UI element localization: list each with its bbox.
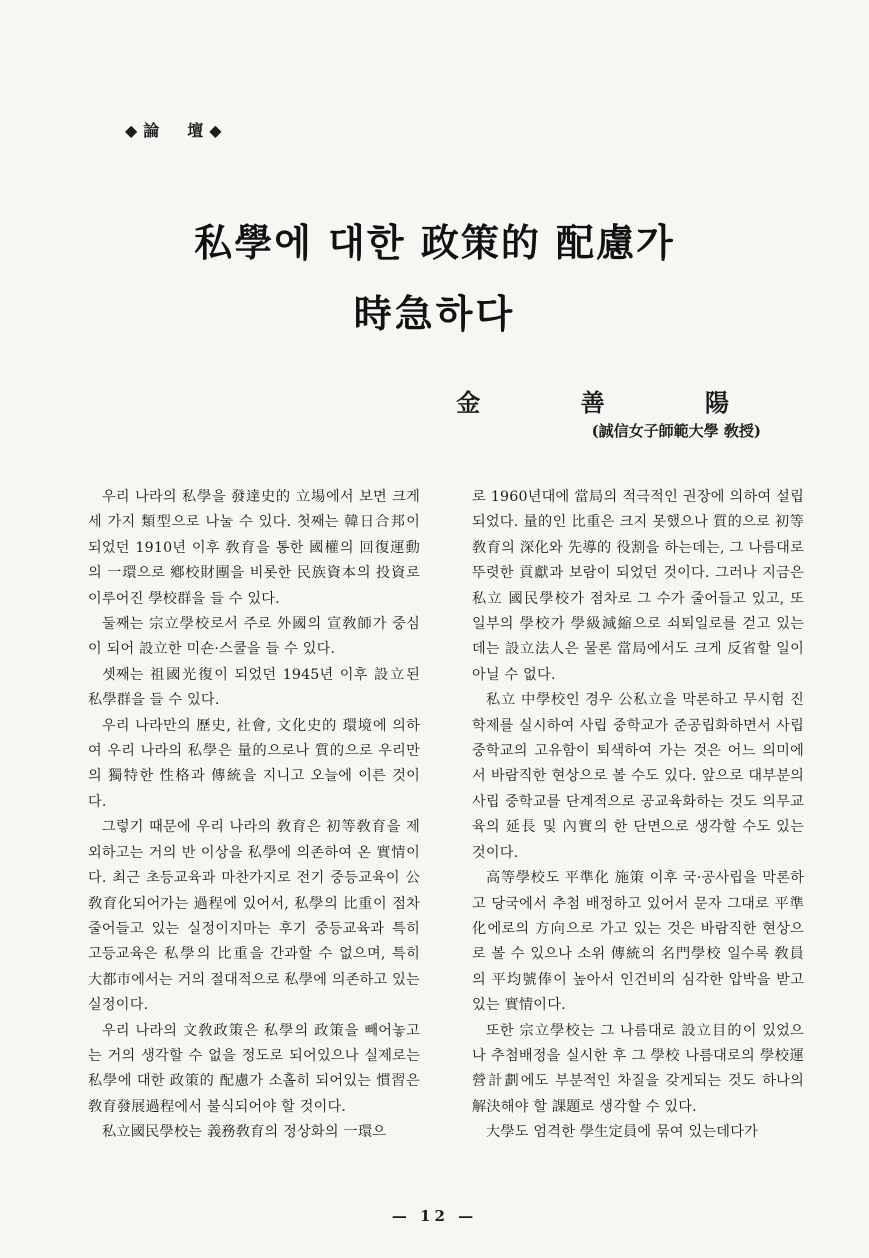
paragraph: 둘째는 宗立學校로서 주로 外國의 宣敎師가 중심이 되어 設立한 미숀·스쿨을 들 수 있다. [88, 616, 420, 658]
paragraph: 우리 나라의 文敎政策은 私學의 政策을 빼어놓고는 거의 생각할 수 없을 정도로 되어있으나 실제로는 私學에 대한 政策的 配慮가 소홀히 되어있는 慣習은 敎育發展過程에서 불식되어야 할 것이다. [88, 1022, 420, 1115]
right-column [472, 485, 804, 1146]
paragraph: 우리 나라의 私學을 發達史的 立場에서 보면 크게 세 가지 類型으로 나눌 수 있다. 첫째는 韓日合邦이 되었던 1910년 이후 敎育을 통한 國權의 回復運動의 一環으로 鄕校財團을 비롯한 民族資本의 投資로 이루어진 學校群을 들 수 있다. [88, 489, 420, 607]
paragraph: 大學도 엄격한 學生定員에 묶여 있는데다가 [486, 1124, 759, 1141]
section-tag: ◆論 壇◆ [125, 121, 228, 140]
left-column [88, 485, 420, 1146]
paragraph: 우리 나라만의 歷史, 社會, 文化史的 環境에 의하여 우리 나라의 私學은 量的으로나 質的으로 우리만의 獨特한 性格과 傳統을 지니고 오늘에 이른 것이다. [88, 717, 420, 810]
paragraph: 또한 宗立學校는 그 나름대로 設立目的이 있었으나 추첨배정을 실시한 후 그 學校 나름대로의 學校運營計劃에도 부분적인 차질을 갖게되는 것도 하나의 解決해야 할 課題로 생각할 수 있다. [472, 1022, 804, 1115]
paragraph: 高等學校도 平準化 施策 이후 국·공사립을 막론하고 당국에서 추첨 배정하고 있어서 문자 그대로 平準化에로의 方向으로 가고 있는 것은 바람직한 현상으로 볼 수 있으나 소위 傳統의 名門學校 일수록 敎員의 平均號俸이 높아서 인건비의 심각한 압박을 받고 있는 實情이다. [472, 870, 804, 1014]
paragraph: 私立 中學校인 경우 公私立을 막론하고 무시험 진학제를 실시하여 사립 중학교가 준공립화하면서 사립 중학교의 고유함이 퇴색하여 가는 것은 어느 의미에서 바람직한 현상으로 볼 수도 있다. 앞으로 대부분의 사립 중학교를 단계적으로 공교육화하는 것도 의무교육의 延長 및 內實의 한 단면으로 생각할 수도 있는 것이다. [472, 692, 804, 861]
paragraph: 私立國民學校는 義務敎育의 정상화의 一環으 [102, 1124, 387, 1141]
paragraph: 그렇기 때문에 우리 나라의 敎育은 初等敎育을 제외하고는 거의 반 이상을 私學에 의존하여 온 實情이다. 최근 초등교육과 마찬가지로 전기 중등교육이 公敎育化되어가는 過程에 있어서, 私學의 比重이 점차 줄어들고 있는 실정이지마는 후기 중등교육과 특히 고등교육은 私學의 比重을 간과할 수 없으며, 특히 大都市에서는 거의 절대적으로 私學에 의존하고 있는 실정이다. [88, 819, 420, 1014]
page-number: — 12 — [391, 1207, 478, 1225]
paragraph: 로 1960년대에 當局의 적극적인 권장에 의하여 설립되었다. 量的인 比重은 크지 못했으나 質的으로 初等敎育의 深化와 先導的 役割을 하는데는, 그 나름대로 뚜렷한 貢獻과 보람이 되었던 것이다. 그러나 지금은 私立 國民學校가 점차로 그 수가 줄어들고 있고, 또 일부의 學校가 學級減縮으로 쇠퇴일로를 걷고 있는 데는 設立法人은 물론 當局에서도 크게 反省할 일이 아닐 수 없다. [472, 489, 804, 683]
article-title-line1: 私學에 대한 政策的 配慮가 [194, 220, 675, 265]
article-title-line2: 時急하다 [353, 291, 516, 336]
author-affiliation: (誠信女子師範大學 敎授) [591, 422, 761, 440]
author-name: 金 善 陽 [456, 388, 775, 417]
paragraph: 셋째는 祖國光復이 되었던 1945년 이후 設立된 私學群을 들 수 있다. [88, 666, 420, 709]
